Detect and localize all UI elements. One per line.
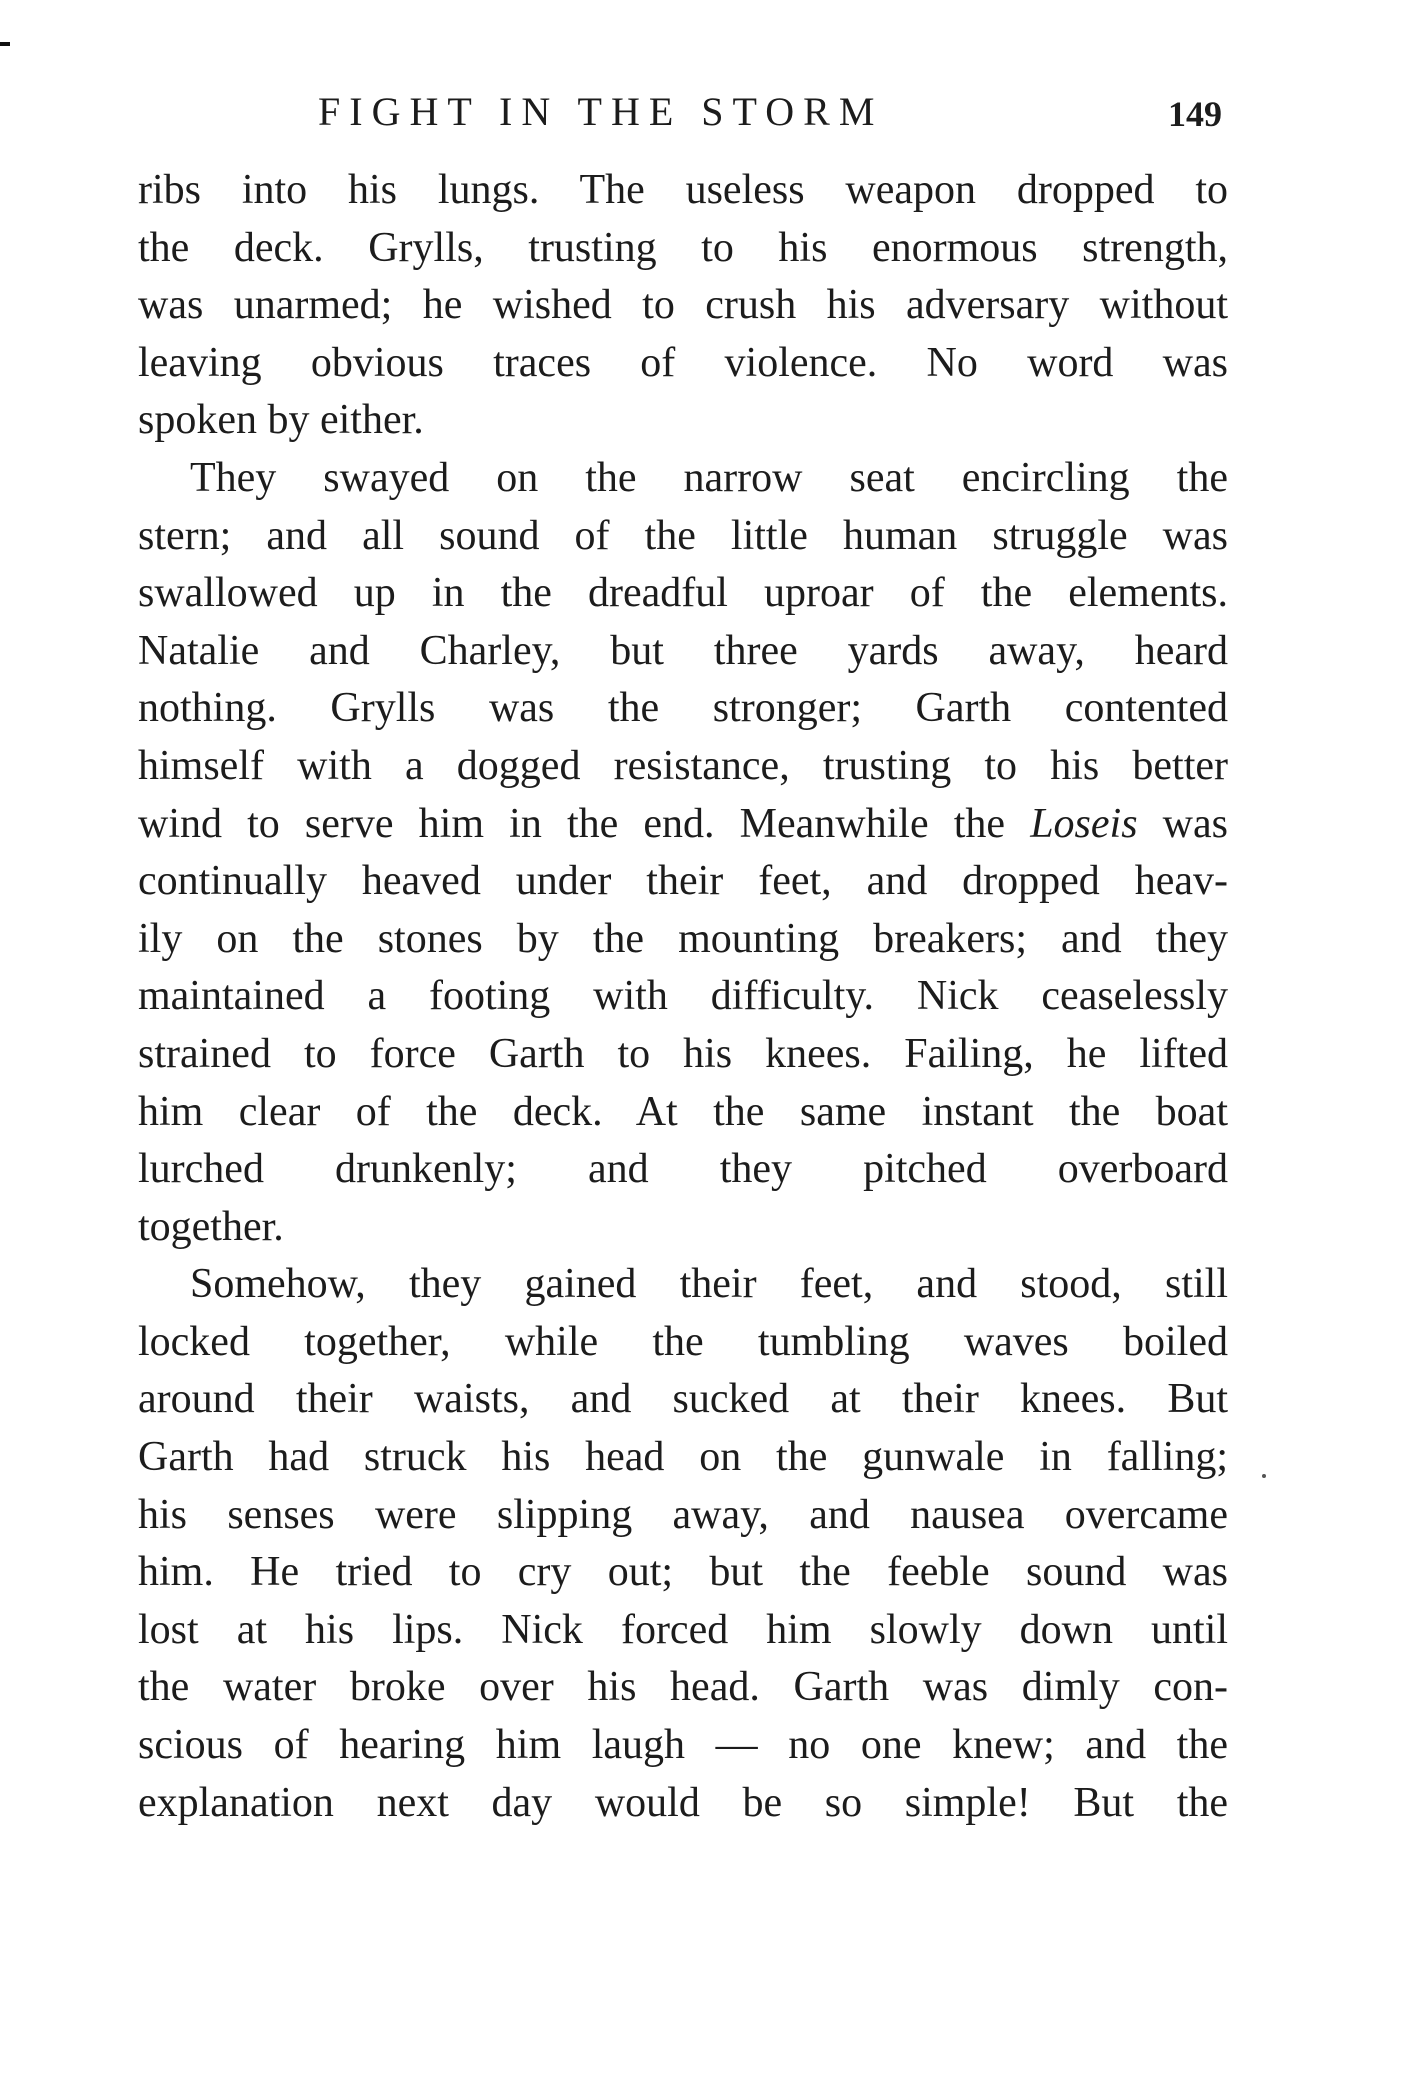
text-line: locked together, while the tumbling waves boiled xyxy=(138,1318,1228,1365)
text-line: the deck. Grylls, trusting to his enormous strength, xyxy=(138,224,1228,271)
text-line-with-italic: wind to serve him in the end. Meanwhile the Loseis was xyxy=(138,800,1228,847)
paragraph-1 xyxy=(138,162,1228,450)
text-line: lost at his lips. Nick forced him slowly down until xyxy=(138,1606,1228,1653)
text-line: him clear of the deck. At the same instant the boat xyxy=(138,1088,1228,1135)
text-line: swallowed up in the dreadful uproar of the elements. xyxy=(138,570,1228,617)
paragraph-2 xyxy=(138,450,1228,1256)
text-line: continually heaved under their feet, and dropped heav- xyxy=(138,858,1228,905)
text-line: They swayed on the narrow seat encircling the xyxy=(190,454,1228,501)
text-line: together. xyxy=(138,1203,284,1250)
ship-name-italic: Loseis xyxy=(1030,800,1138,847)
text-line: scious of hearing him laugh — no one knew; and the xyxy=(138,1722,1228,1769)
running-title: FIGHT IN THE STORM xyxy=(318,89,884,134)
body-text xyxy=(138,162,1228,1832)
text-line: maintained a footing with difficulty. Nick ceaselessly xyxy=(138,973,1228,1020)
text-line: explanation next day would be so simple! But the xyxy=(138,1779,1228,1826)
text-line: spoken by either. xyxy=(138,397,424,444)
text-line: was unarmed; he wished to crush his adversary without xyxy=(138,282,1228,329)
text-line: stern; and all sound of the little human struggle was xyxy=(138,512,1228,559)
scan-edge-mark xyxy=(0,42,10,46)
text-line: strained to force Garth to his knees. Failing, he lifted xyxy=(138,1030,1228,1077)
text-line: Natalie and Charley, but three yards away, heard xyxy=(138,627,1228,674)
paragraph-3 xyxy=(138,1256,1228,1832)
page-number: 149 xyxy=(1168,94,1222,134)
text-line: Garth had struck his head on the gunwale in falling; xyxy=(138,1434,1228,1481)
text-line: Somehow, they gained their feet, and stood, still xyxy=(190,1261,1228,1308)
text-line: him. He tried to cry out; but the feeble sound was xyxy=(138,1549,1228,1596)
text-line: the water broke over his head. Garth was dimly con- xyxy=(138,1664,1228,1711)
text-line: ribs into his lungs. The useless weapon dropped to xyxy=(138,167,1228,213)
running-head xyxy=(0,86,1422,146)
scan-speck xyxy=(1262,1474,1266,1478)
text-line: himself with a dogged resistance, trusting to his better xyxy=(138,742,1228,789)
text-line: leaving obvious traces of violence. No word was xyxy=(138,339,1228,386)
text-line: lurched drunkenly; and they pitched overboard xyxy=(138,1146,1228,1193)
text-line: his senses were slipping away, and nausea overcame xyxy=(138,1491,1228,1538)
text-line: nothing. Grylls was the stronger; Garth contented xyxy=(138,685,1228,732)
text-line: ily on the stones by the mounting breakers; and they xyxy=(138,915,1228,962)
text-line: around their waists, and sucked at their knees. But xyxy=(138,1376,1228,1423)
